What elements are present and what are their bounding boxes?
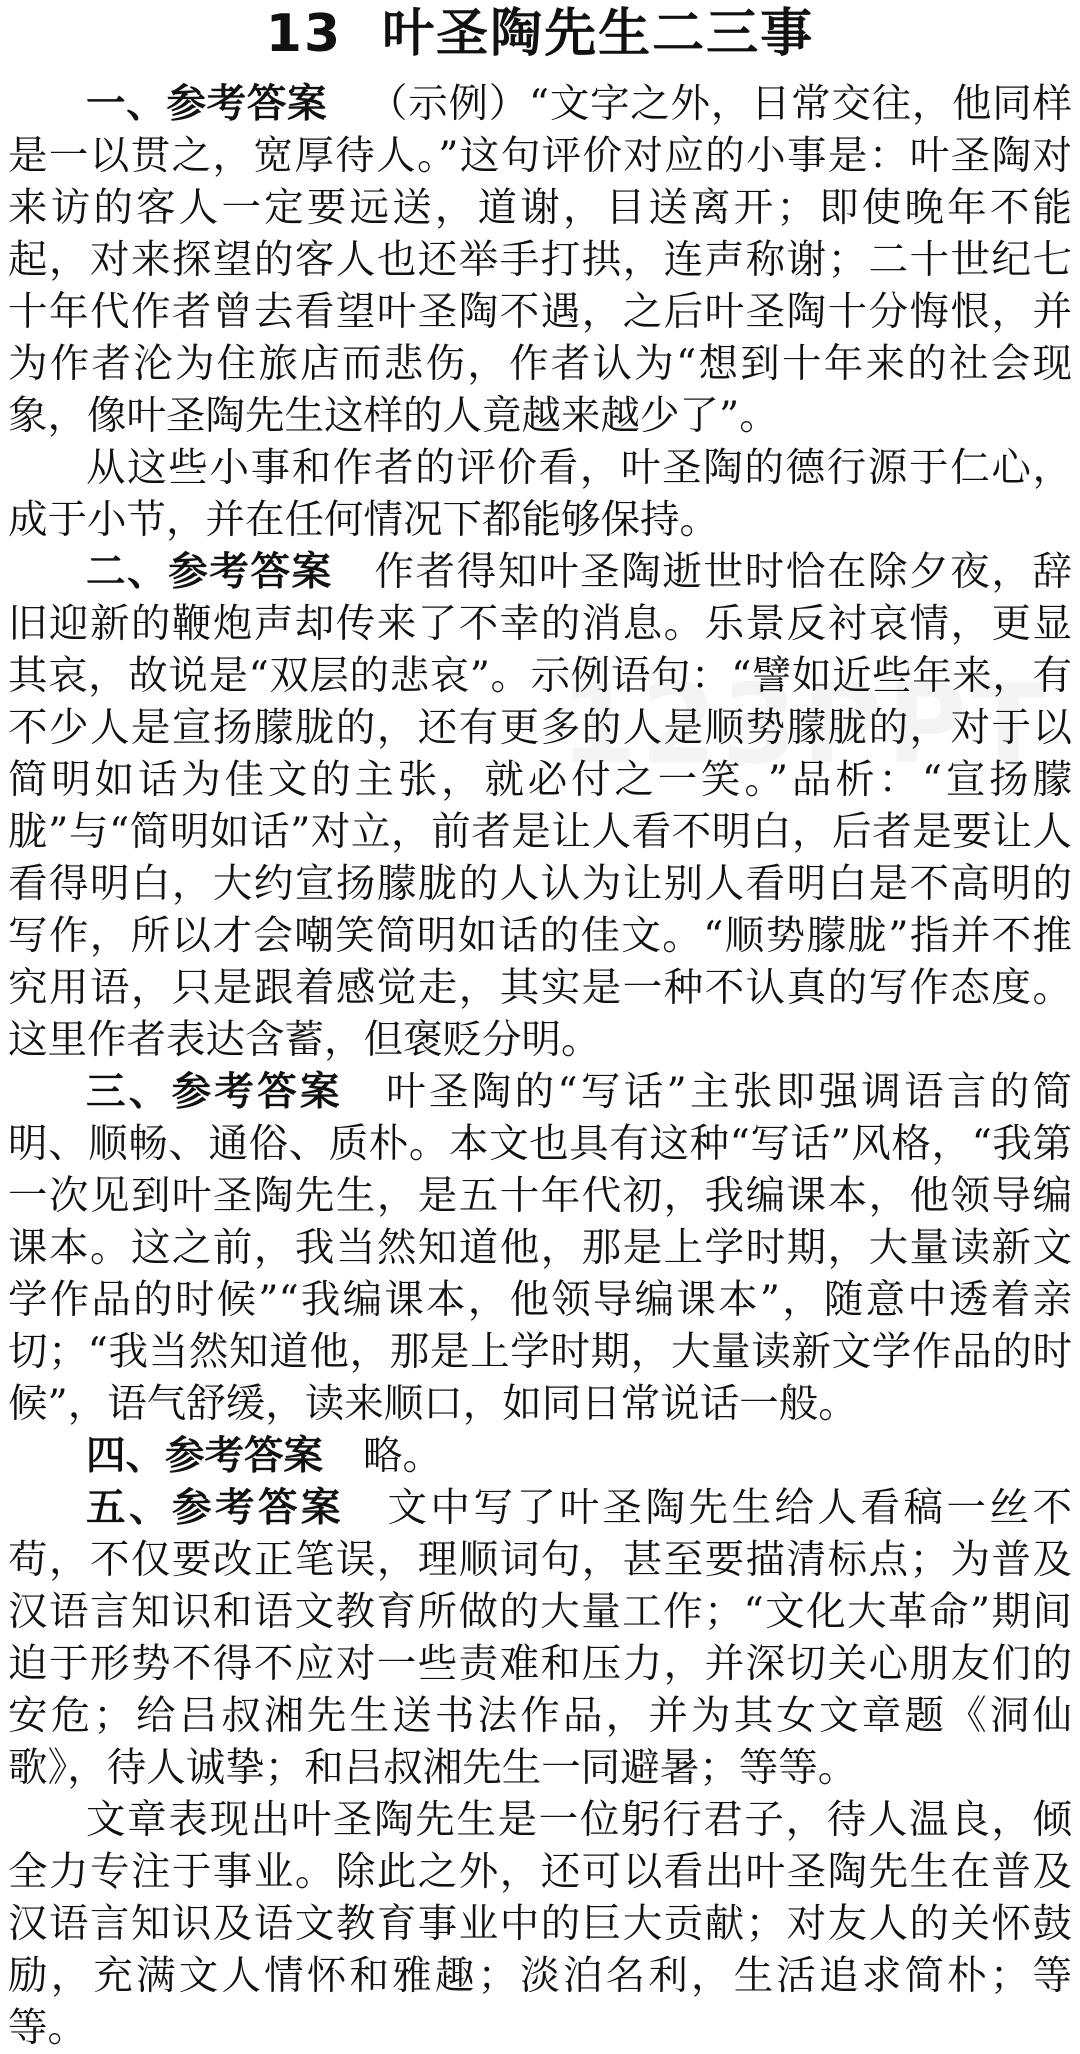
answer-paragraph-5 <box>8 1430 1072 1482</box>
paragraph-text: 叶圣陶的“写话”主张即强调语言的简明、顺畅、通俗、质朴。本文也具有这种“写话”风格，“我第一次见到叶圣陶先生，是五十年代初，我编课本，他领导编课本。这之前，我当然知道他，那是上学时期，大量读新文学作品的时候”“我编课本，他领导编课本”，随意中透着亲切；“我当然知道他，那是上学时期，大量读新文学作品的时候”，语气舒缓，读来顺口，如同日常说话一般。 <box>8 1069 1073 1427</box>
paragraph-text: 略。 <box>363 1433 442 1479</box>
paragraph-text: （示例）“文字之外，日常交往，他同样是一以贯之，宽厚待人。”这句评价对应的小事是：叶圣陶对来访的客人一定要远送，道谢，目送离开；即使晚年不能起，对来探望的客人也还举手打拱，连声称谢；二十世纪七十年代作者曾去看望叶圣陶不遇，之后叶圣陶十分悔恨，并为作者沦为住旅店而悲伤，作者认为“想到十年来的社会现象，像叶圣陶先生这样的人竟越来越少了”。 <box>8 81 1072 439</box>
answer-paragraph-2 <box>8 442 1072 546</box>
section-heading-4: 四、参考答案 <box>86 1433 323 1479</box>
section-heading-2: 二、参考答案 <box>86 549 333 595</box>
lesson-number: 13 <box>265 4 343 64</box>
paragraph-text: 文中写了叶圣陶先生给人看稿一丝不苟，不仅要改正笔误，理顺词句，甚至要描清标点；为普及汉语言知识和语文教育所做的大量工作；“文化大革命”期间迫于形势不得不应对一些责难和压力，并深切关心朋友们的安危；给吕叔湘先生送书法作品，并为其女文章题《洞仙歌》，待人诚挚；和吕叔湘先生一同避暑；等等。 <box>8 1485 1072 1791</box>
paragraph-text: 文章表现出叶圣陶先生是一位躬行君子，待人温良，倾全力专注于事业。除此之外，还可以看出叶圣陶先生在普及汉语言知识及语文教育事业中的巨大贡献；对友人的关怀鼓励，充满文人情怀和雅趣；淡泊名利，生活追求简朴；等等。 <box>8 1797 1072 2051</box>
answer-paragraph-3 <box>8 546 1072 1066</box>
lesson-title: 叶圣陶先生二三事 <box>382 4 815 64</box>
section-heading-1: 一、参考答案 <box>86 81 328 127</box>
paragraph-text: 从这些小事和作者的评价看，叶圣陶的德行源于仁心，成于小节，并在任何情况下都能够保持。 <box>8 445 1072 543</box>
section-heading-5: 五、参考答案 <box>86 1485 344 1531</box>
page-title <box>8 0 1072 66</box>
answer-body <box>8 78 1072 2054</box>
answer-paragraph-1 <box>8 78 1072 442</box>
answer-paragraph-6 <box>8 1482 1072 1794</box>
answer-paragraph-4 <box>8 1066 1072 1430</box>
section-heading-3: 三、参考答案 <box>86 1069 343 1115</box>
answer-paragraph-7 <box>8 1794 1072 2054</box>
paragraph-text: 作者得知叶圣陶逝世时恰在除夕夜，辞旧迎新的鞭炮声却传来了不幸的消息。乐景反衬哀情，更显其哀，故说是“双层的悲哀”。示例语句：“譬如近些年来，有不少人是宣扬朦胧的，还有更多的人是顺势朦胧的，对于以简明如话为佳文的主张，就必付之一笑。”品析：“宣扬朦胧”与“简明如话”对立，前者是让人看不明白，后者是要让人看得明白，大约宣扬朦胧的人认为让别人看明白是不高明的写作，所以才会嘲笑简明如话的佳文。“顺势朦胧”指并不推究用语，只是跟着感觉走，其实是一种不认真的写作态度。这里作者表达含蓄，但褒贬分明。 <box>8 549 1073 1063</box>
